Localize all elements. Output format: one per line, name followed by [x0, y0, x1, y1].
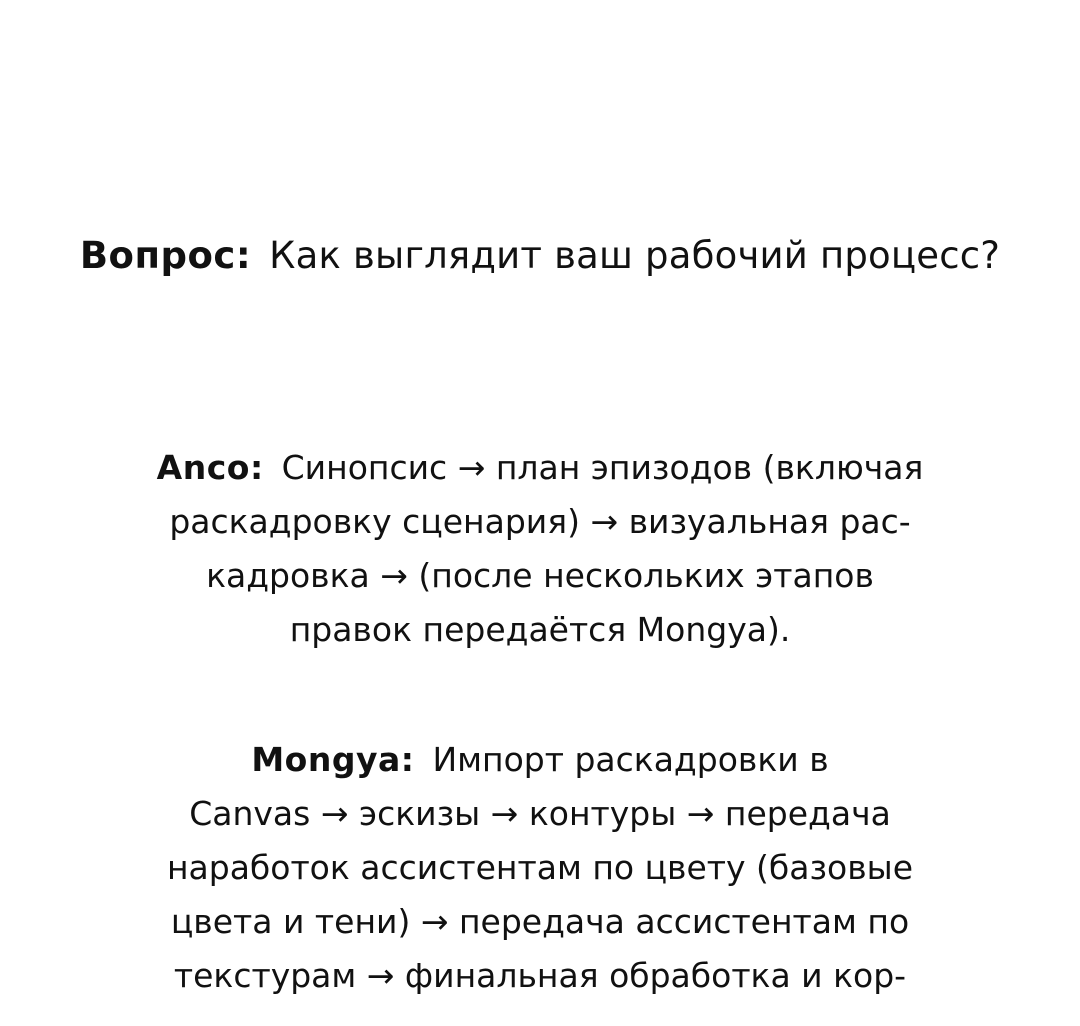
- answer-text: Импорт раскадровки в: [432, 740, 829, 779]
- answer-line: правок передаётся Mongya).: [289, 610, 791, 649]
- question-text: Как выглядит ваш рабочий процесс?: [269, 234, 1001, 277]
- answer-line: [60, 733, 1020, 787]
- answer-line: [60, 441, 1020, 495]
- answer-line: кадровка → (после нескольких этапов: [206, 556, 874, 595]
- answer-line: наработок ассистентам по цвету (базовые: [166, 848, 914, 887]
- question-line: [40, 228, 1040, 284]
- answer-line: раскадровку сценария) → визуальная рас-: [169, 502, 911, 541]
- answer-anco: [60, 441, 1020, 657]
- speaker-label: Mongya:: [251, 740, 415, 779]
- answer-line: Canvas → эскизы → контуры → передача: [189, 794, 891, 833]
- speaker-label: Anco:: [156, 448, 264, 487]
- answer-text: Синопсис → план эпизодов (включая: [281, 448, 924, 487]
- answer-mongya: [60, 733, 1020, 1003]
- answer-line: текстурам → финальная обработка и кор-: [173, 956, 907, 995]
- answer-line: цвета и тени) → передача ассистентам по: [170, 902, 910, 941]
- question-label: Вопрос:: [79, 234, 252, 277]
